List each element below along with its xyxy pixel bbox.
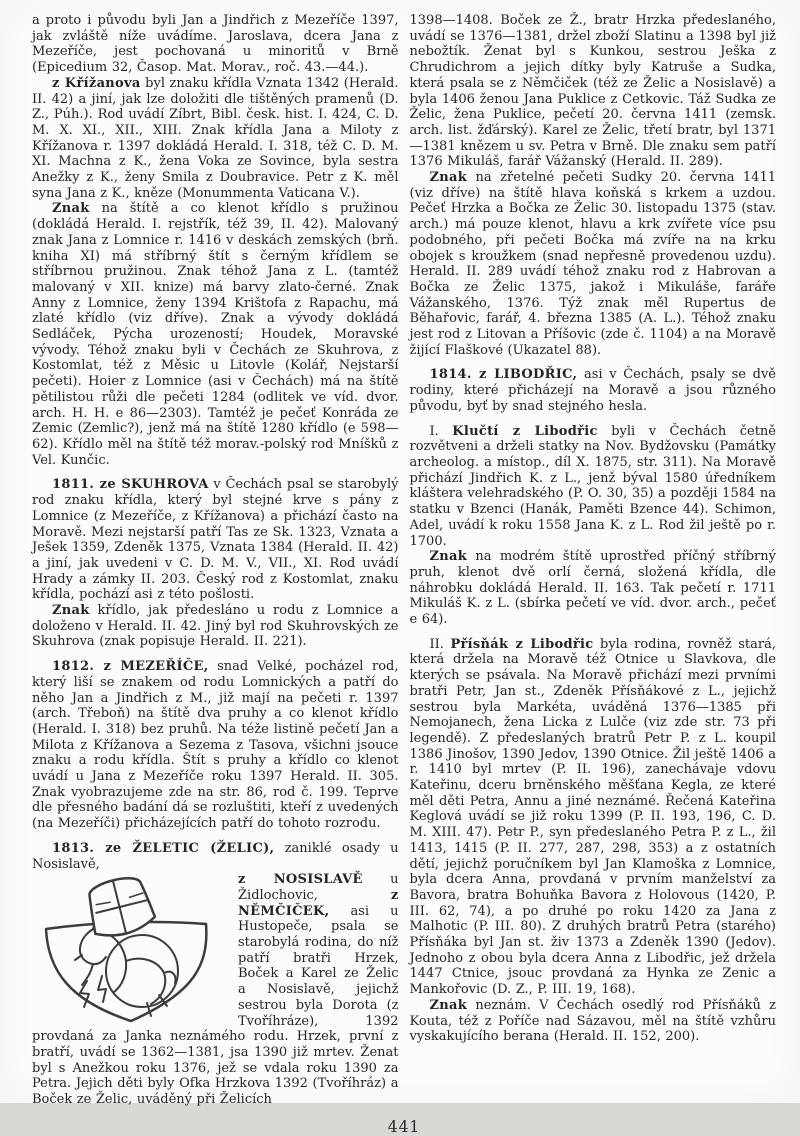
paragraph-krizanova: z Křížanova byl znaku křídla Vznata 1342 (Herald. II. 42) a jiní, jak lze doložiti dle tištěných pramenů (D. Z., Púh.). Rod uvádí Zíbrt, Bibl. česk. hist. I. 424, C. D. M. X. XI., XII., XIII. Znak křídla Jana a Miloty z Křížanova r. 1397 dokládá Herald. I. 318, též C. D. M. XI. Machna z K., žena Voka ze Sovince, byla sestra Anežky z K., ženy Smila z Doubravice. Petr z K. měl syna Jana z K., kněze (Monummenta Vaticana V.). [32,75,399,201]
paragraph-znak-skuhrova: Znak křídlo, jak předesláno u rodu z Lomnice a doloženo v Herald. II. 42. Jiný byl rod Skuhrovských ze Skuhrova (znak popisuje Herald. II. 221). [32,603,399,650]
section-1814: 1814. z LIBODŘIC, asi v Čechách, psaly se dvě rodiny, které přicházejí na Moravě a jsou různého původu, byť by snad stejného hesla. [409,367,776,414]
paragraph-znak-klucti: Znak na modrém štítě uprostřed příčný stříbrný pruh, klenot dvě orlí černá, složená křídla, dle náhrobku dokládá Herald. II. 163. Tak pečetí r. 1711 Mikuláš K. z L. (sbírka pečetí ve víd. dvor. arch., pečeť e 64). [409,549,776,628]
paragraph-znak-sudka: Znak na zřetelné pečeti Sudky 20. června 1411 (viz dříve) na štítě hlava koňská s krkem a uzdou. Pečeť Hrzka a Bočka ze Želic 30. listopadu 1375 (stav. arch.) má pouze klenot, hlavu a krk zvířete více psu podobného, při pečeti Bočka má zvíře na na krku obojek s kroužkem (snad nepřesně provedenou uzdu). Herald. II. 289 uvádí téhož znaku rod z Habrovan a Bočka ze Želic 1375, jakož i Mikuláše, faráře Vážanského, 1376. Týž znak měl Rupertus de Běhařovic, farář, 4. března 1385 (A. L.). Téhož znaku jest rod z Litovan a Příšovic (zde č. 1104) a na Moravě žijící Flaškové (Ukazatel 88). [409,170,776,358]
right-column [410,13,777,1108]
coat-of-arms-icon [32,875,228,1027]
paragraph-continuation: a proto i původu byli Jan a Jindřich z Mezeříče 1397, jak zvláště níže uvádíme. Jaroslava, dcera Jana z Mezeříče, jest pochovaná u minoritů v Brně (Epicedium 32, Časop. Mat. Morav., roč. 43.—44.). [32,13,399,76]
section-1813-rest: z NOSISLAVĚ u Židlochovic, z NĚMČIČEK, asi u Hustopeče, psala se starobylá rodina, do níž patří bratři Hrzek, Boček a Karel ze Želic a Nosislavě, jejichž sestrou byla Dorota (z Tvoříhráze), 1392 provdaná za Janka neznámého rodu. Hrzek, první z bratří, uvádí se 1362—1381, jsa 1390 již mrtev. Ženat byl s Anežkou roku 1376, jež se vdala roku 1390 za Petra. Jejich děti byly Ofka Hrzkova 1392 (Tvoříhráz) a Boček ze Želic, uváděný při Želicích [32,872,399,1108]
paragraph-continuation-right: 1398—1408. Boček ze Ž., bratr Hrzka předeslaného, uvádí se 1376—1381, držel zboží Slatinu a 1398 byl již nebožtík. Ženat byl s Kunkou, sestrou Ješka z Chrudichrom a jejich dítky byly Katruše a Sudka, která psala se z Němčiček (též ze Želic a Nosislavě) a byla 1406 ženou Jana Puklice z Cetkovic. Táž Sudka ze Želic, žena Puklice, pečetí 20. června 1411 (zemsk. arch. list. žďárský). Karel ze Želic, třetí bratr, byl 1371—1381 knězem u sv. Petra v Brně. Dle znaku sem patří 1376 Mikuláš, farář Vážanský (Herald. II. 289). [409,13,776,170]
section-1812: 1812. z MEZEŘÍČE, snad Velké, pocházel rod, který liší se znakem od rodu Lomnických a patří do něho Jan a Jindřich z M., již mají na pečeti r. 1397 (arch. Třeboň) na štítě dva pruhy a co klenot křídlo (Herald. I. 318) bez pruhů. Na téže listině pečetí Jan a Milota z Křížanova a Sezema z Tasova, všichni jsouce znaku a rodu křídla. Štít s pruhy a křídlo co klenot uvádí u Jana z Mezeříče roku 1397 Herald. II. 305. Znak vyobrazujeme zde na str. 86, rod č. 199. Teprve dle přesného badání dá se rozluštiti, kteří z uvedených (na Mezeříči) přicházejících patří do tohoto rozrodu. [32,659,399,832]
paragraph-znak-lomnice: Znak na štítě a co klenot křídlo s pružinou (dokládá Herald. I. rejstřík, též 39, II. 42). Malovaný znak Jana z Lomnice r. 1416 v deskách zemských (brň. kniha XI) má stříbrný štít s černým křídlem se stříbrnou pružinou. Znak téhož Jana z L. (tamtéž malovaný v XII. knize) má barvy zlato-černé. Znak Anny z Lomnice, ženy 1394 Krištofa z Rapachu, má zlaté křídlo (viz dříve). Znak a vývody dokládá Sedláček, Pýcha urozeností; Houdek, Moravské vývody. Téhož znaku byli v Čechách ze Skuhrova, z Kostomlat, též z Měsic u Litovle (Kolář, Nejstarší pečeti). Hoier z Lomnice (asi v Čechách) má na štítě pětilistou růži dle pečeti 1284 (odlitek ve víd. dvor. arch. H. H. e 86—2303). Tamtéž je pečeť Konráda ze Zemic (Zemlic?), jenž má na štítě 1280 křídlo (e 598—62). Křídlo měl na štítě též morav.-polský rod Mníšků z Vel. Kunčic. [32,201,399,468]
section-1813-body [32,872,399,1108]
page-number: 441 [387,1117,421,1136]
coat-of-arms-figure [32,875,228,1027]
paragraph-prisnak: II. Přísňák z Libodřic byla rodina, rovněž stará, která držela na Moravě též Otnice u Slavkova, dle kterých se psávala. Na Moravě přichází mezi prvními bratři Petr, Jan st., Zdeněk Přísňákové z L., jejichž sestrou byla Markéta, uváděná 1376—1385 při Nemojanech, žena Licka z Lulče (viz zde str. 73 při legendě). Z předeslaných bratrů Petr P. z L. koupil 1386 Jinošov, 1390 Jedov, 1390 Otnice. Žil ještě 1406 a r. 1410 byl mrtev (P. II. 196), zanechávaje vdovu Kateřinu, dceru brněnského měšťana Kegla, ze které měl děti Petra, Annu a jiné neznámé. Řečená Kateřina Keglová uvádí se již roku 1399 (P. II. 193, 196, C. D. M. XIII. 47). Petr P., syn předeslaného Petra P. z L., žil 1413, 1415 (P. II. 277, 287, 298, 353) a z ostatních dětí, jejichž poručníkem byl Jan Klamoška z Lomnice, byla dcera Anna, provdaná v prvním manželství za Bavora, bratra Bohuňka Bavora z Holovous (1420, P. III. 62, 74), a po druhé po roku 1420 za Jana z Malhotic (P. III. 80). Z druhých bratrů Petra (starého) Přísňáka byl Jan st. živ 1373 a Zdeněk 1390 (Jedov). Jednoho z obou byla dcera Anna z Libodřic, jež držela 1447 Ctnice, jsouc provdaná za Hynka ze Zenic a Mankořovic (D. Z., P. III. 19, 168). [409,636,776,998]
left-column [32,13,399,1108]
paragraph-klucti: I. Klučtí z Libodřic byli v Čechách četně rozvětveni a drželi statky na Nov. Bydžovsku (Památky archeolog. a místop., díl X. 1875, str. 311). Na Moravě přichází Jindřich K. z L., jenž býval 1580 úředníkem kláštera velehradského (P. O. 30, 35) a později 1584 na statku v Bzenci (Hanák, Paměti Bzence 44). Schimon, Adel, uvádí k roku 1558 Jana K. z L. Rod žil ještě po r. 1700. [409,423,776,549]
section-1813 [32,841,399,1108]
paragraph-znak-prisnak: Znak neznám. V Čechách osedlý rod Přísňáků z Kouta, též z Poříče nad Sázavou, měl na štítě vzhůru vyskakujícího berana (Herald. II. 152, 200). [409,997,776,1045]
two-column-text [32,13,776,1108]
section-1811: 1811. ze SKUHROVA v Čechách psal se starobylý rod znaku křídla, který byl stejné krve s pány z Lomnice (z Mezeříče, z Křížanova) a přichází často na Moravě. Mezi nejstarší patří Tas ze Sk. 1323, Vznata a Ješek 1359, Zdeněk 1375, Vznata 1384 (Herald. II. 42) a jiní, jak uvedeni v C. D. M. V., VII., XI. Rod uvádí Hrady a zámky II. 203. Český rod z Kostomlat, znaku křídla, pochází asi z této pošlosti. [32,477,399,603]
section-1813-lead: 1813. ze ŽELETIC (ŽELIC), zaniklé osady u Nosislavě, [32,840,399,872]
